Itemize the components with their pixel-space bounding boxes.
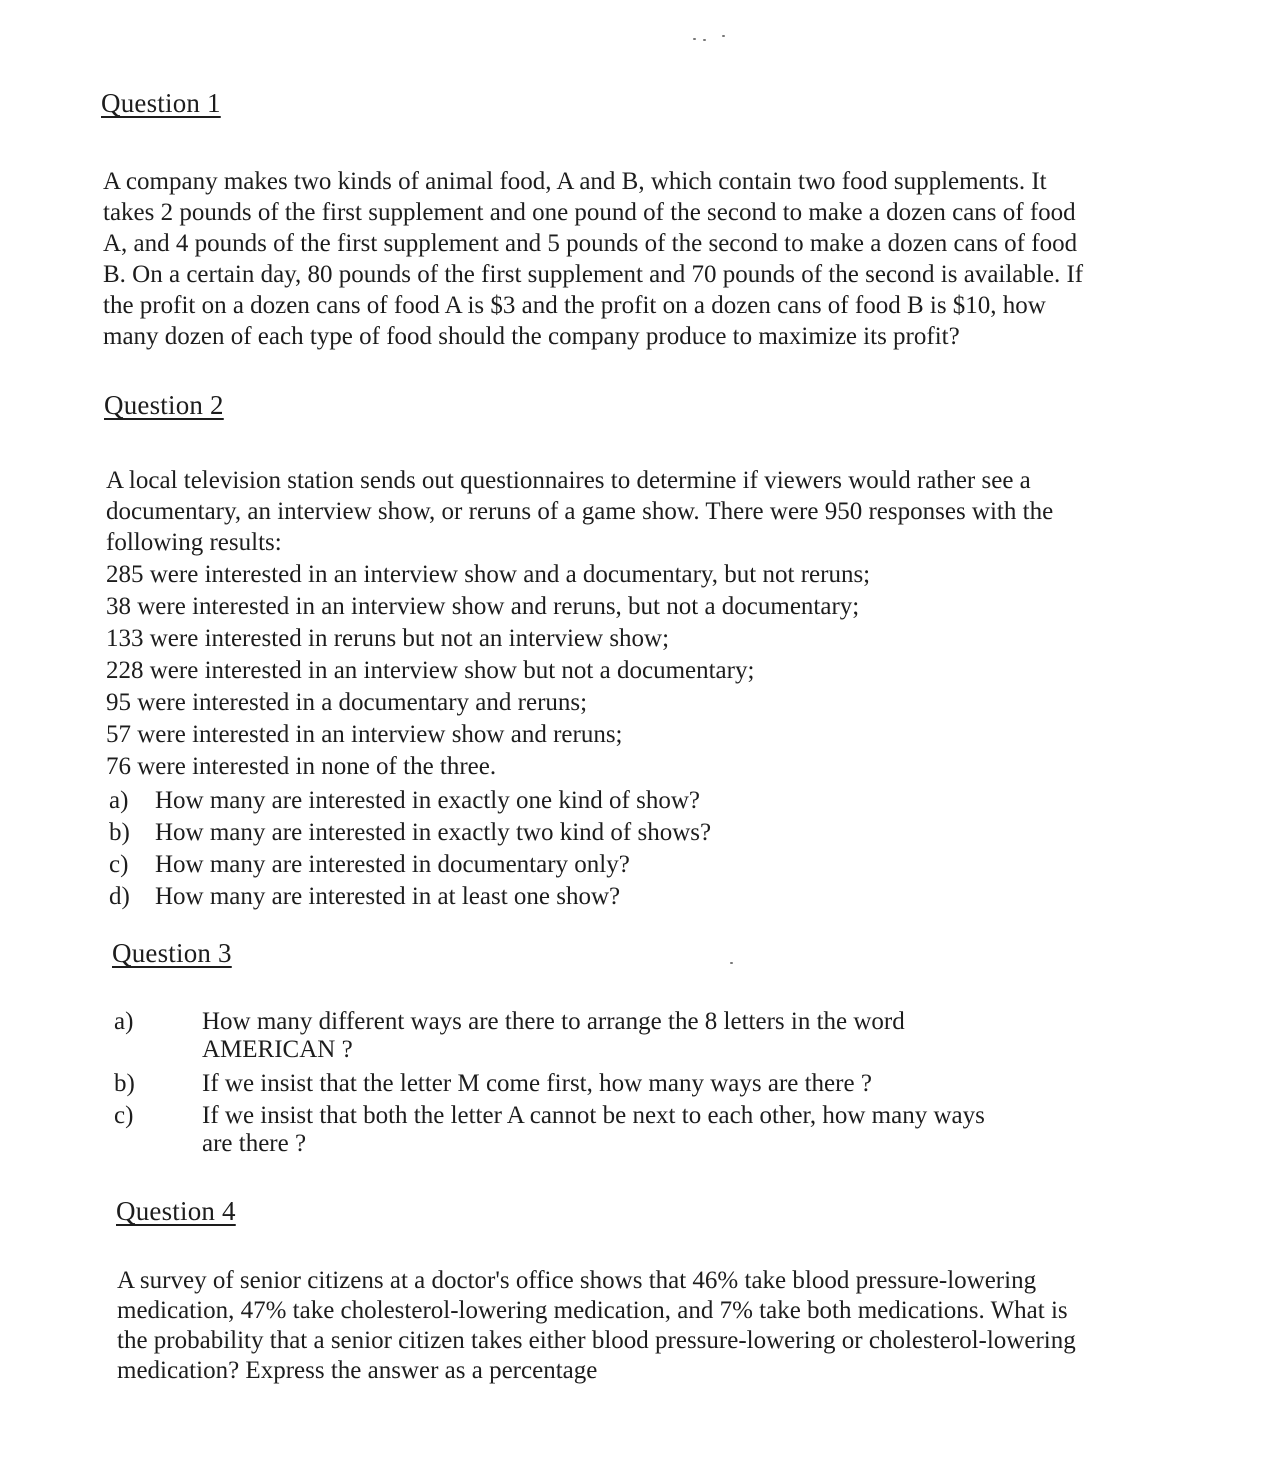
q2-question-item — [109, 785, 711, 817]
q3-item-b — [114, 1070, 1114, 1100]
q3-item-text — [202, 1102, 985, 1158]
scan-speck — [730, 962, 733, 964]
q3-item-text — [202, 1008, 905, 1064]
q2-results-list — [106, 559, 870, 783]
q3-item-line: AMERICAN ? — [202, 1036, 353, 1063]
q2-result-item: 38 were interested in an interview show and reruns, but not a documentary; — [106, 593, 860, 620]
q4-line: medication? Express the answer as a percentage — [117, 1357, 598, 1384]
q4-line: A survey of senior citizens at a doctor's office shows that 46% take blood pressure-lowering — [117, 1267, 1037, 1294]
q2-heading: Question 2 — [104, 390, 224, 420]
q2-intro-line: A local television station sends out questionnaires to determine if viewers would rather see a — [106, 467, 1031, 494]
q2-question-item — [109, 881, 711, 913]
q2-question-label: d) — [109, 883, 130, 910]
q2-result-item: 95 were interested in a documentary and reruns; — [106, 689, 588, 716]
q2-result-item: 76 were interested in none of the three. — [106, 753, 497, 780]
q2-question-text: How many are interested in exactly one kind of show? — [155, 787, 700, 814]
q3-item-line: If we insist that both the letter A cannot be next to each other, how many ways — [202, 1102, 985, 1129]
q2-result-item: 285 were interested in an interview show and a documentary, but not reruns; — [106, 561, 871, 588]
q2-question-text: How many are interested in exactly two kind of shows? — [155, 819, 712, 846]
q2-intro — [106, 465, 1053, 558]
q1-line: A company makes two kinds of animal food, A and B, which contain two food supplements. It — [103, 168, 1047, 195]
q1-line: the profit on a dozen cans of food A is $3 and the profit on a dozen cans of food B is $10, how — [103, 292, 1046, 319]
q4-paragraph — [117, 1266, 1076, 1386]
q3-item-line: are there ? — [202, 1130, 307, 1157]
q3-item-c — [114, 1102, 1114, 1162]
q3-item-line: How many different ways are there to arrange the 8 letters in the word — [202, 1008, 905, 1035]
q4-line: medication, 47% take cholesterol-lowering medication, and 7% take both medications. What is — [117, 1297, 1068, 1324]
q2-question-label: a) — [109, 787, 129, 814]
q2-question-text: How many are interested in at least one show? — [155, 883, 621, 910]
q2-question-item — [109, 817, 711, 849]
scan-speck — [693, 38, 696, 40]
q3-item-label: c) — [114, 1102, 134, 1129]
scan-speck — [703, 39, 706, 41]
q3-heading: Question 3 — [112, 938, 232, 968]
q2-result-item: 228 were interested in an interview show but not a documentary; — [106, 657, 755, 684]
q1-line: B. On a certain day, 80 pounds of the first supplement and 70 pounds of the second is available. If — [103, 261, 1084, 288]
q2-result-item: 57 were interested in an interview show and reruns; — [106, 721, 623, 748]
scan-speck — [722, 35, 725, 37]
q2-intro-line: following results: — [106, 529, 282, 556]
q1-line: takes 2 pounds of the first supplement and one pound of the second to make a dozen cans of food — [103, 199, 1076, 226]
q1-line: A, and 4 pounds of the first supplement and 5 pounds of the second to make a dozen cans of food — [103, 230, 1078, 257]
q2-questions-list — [109, 785, 711, 913]
q1-line: many dozen of each type of food should the company produce to maximize its profit? — [103, 323, 960, 350]
q2-question-label: b) — [109, 819, 130, 846]
q2-question-text: How many are interested in documentary only? — [155, 851, 630, 878]
q3-item-a — [114, 1008, 1114, 1068]
q3-item-text — [202, 1070, 872, 1098]
q1-paragraph — [103, 166, 1083, 352]
q3-item-line: If we insist that the letter M come first, how many ways are there ? — [202, 1070, 872, 1097]
q3-item-label: a) — [114, 1008, 134, 1035]
q3-item-label: b) — [114, 1070, 135, 1097]
q2-intro-line: documentary, an interview show, or reruns of a game show. There were 950 responses with the — [106, 498, 1054, 525]
q4-line: the probability that a senior citizen takes either blood pressure-lowering or cholesterol-lowering — [117, 1327, 1076, 1354]
q2-result-item: 133 were interested in reruns but not an interview show; — [106, 625, 670, 652]
q2-question-label: c) — [109, 851, 129, 878]
q2-question-item — [109, 849, 711, 881]
q1-heading: Question 1 — [101, 88, 221, 118]
q4-heading: Question 4 — [116, 1196, 236, 1226]
